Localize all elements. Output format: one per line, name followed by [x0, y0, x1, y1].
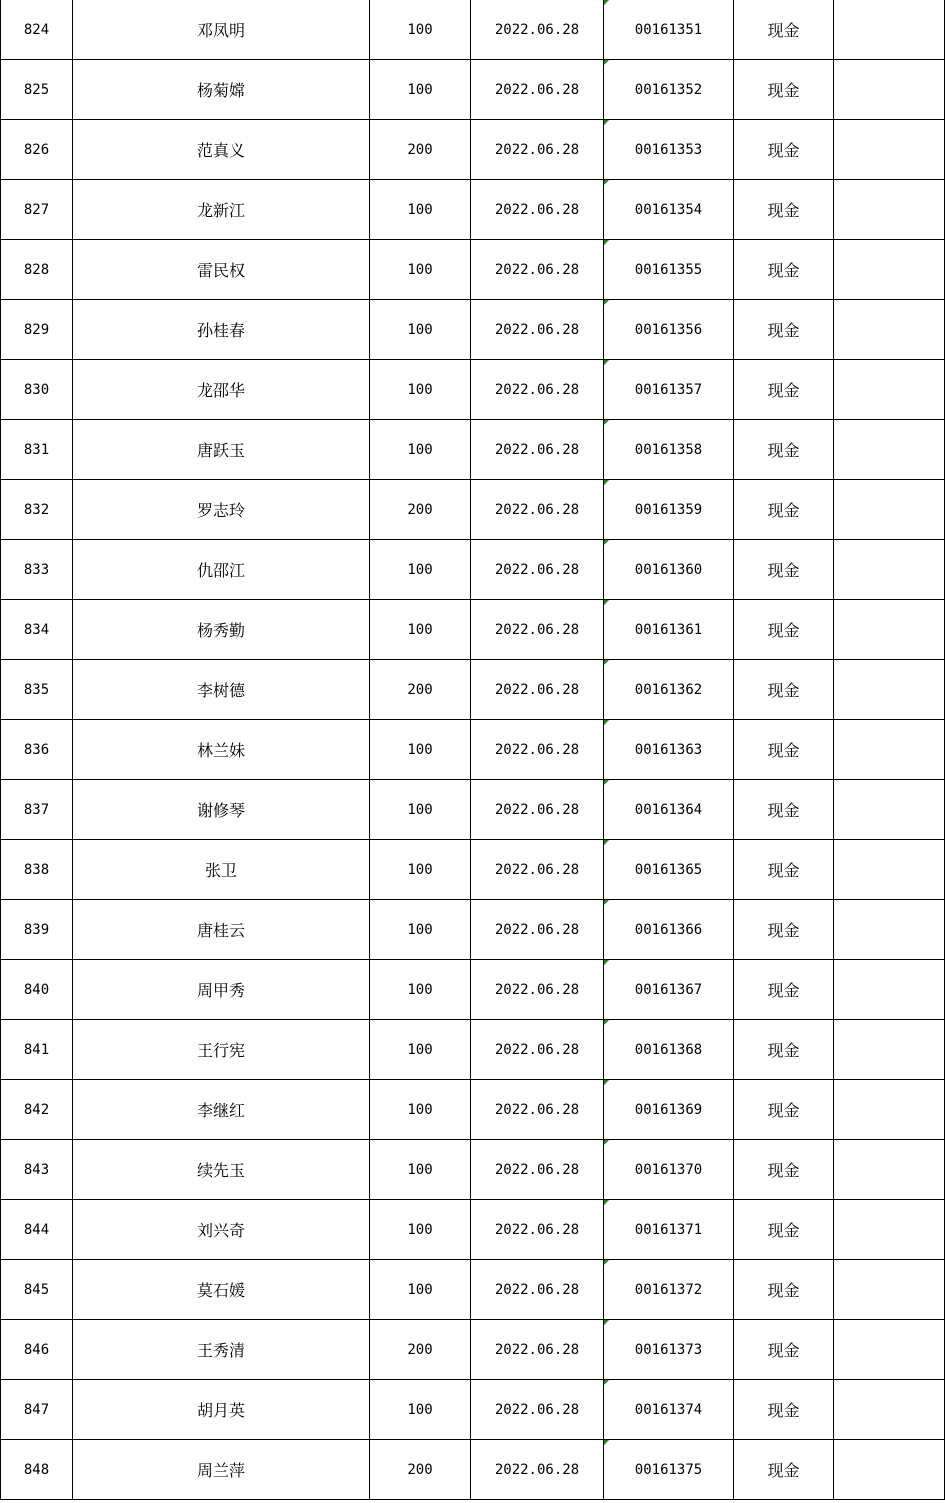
payment-method-cell[interactable]: 现金	[734, 600, 834, 660]
table-row	[1, 0, 945, 60]
receipt-number-text: 00161363	[634, 741, 703, 758]
name-cell[interactable]: 王行宪	[73, 1020, 370, 1080]
name-cell[interactable]: 唐跃玉	[73, 420, 370, 480]
payment-method-cell[interactable]: 现金	[734, 660, 834, 720]
name-cell[interactable]: 杨秀勤	[73, 600, 370, 660]
row-number-cell[interactable]: 847	[1, 1380, 73, 1440]
payment-method-cell[interactable]: 现金	[734, 480, 834, 540]
table-row	[1, 360, 945, 420]
note-cell[interactable]	[834, 240, 945, 300]
note-cell[interactable]	[834, 600, 945, 660]
receipt-number-cell[interactable]	[604, 1440, 734, 1500]
date-cell[interactable]: 2022.06.28	[471, 900, 604, 960]
receipt-number-cell[interactable]	[604, 900, 734, 960]
receipt-number-text: 00161356	[634, 321, 703, 338]
table-row	[1, 300, 945, 360]
note-cell[interactable]	[834, 1200, 945, 1260]
receipt-number-text: 00161368	[634, 1041, 703, 1058]
payment-method-cell[interactable]: 现金	[734, 1260, 834, 1320]
table-row	[1, 1260, 945, 1320]
amount-cell[interactable]: 100	[370, 360, 471, 420]
date-cell[interactable]: 2022.06.28	[471, 180, 604, 240]
amount-cell[interactable]: 200	[370, 480, 471, 540]
date-cell[interactable]: 2022.06.28	[471, 60, 604, 120]
date-cell[interactable]: 2022.06.28	[471, 1140, 604, 1200]
date-cell[interactable]: 2022.06.28	[471, 660, 604, 720]
receipt-number-text: 00161365	[634, 861, 703, 878]
amount-cell[interactable]: 200	[370, 120, 471, 180]
name-cell[interactable]: 张卫	[73, 840, 370, 900]
receipt-number-text: 00161366	[634, 921, 703, 938]
note-cell[interactable]	[834, 960, 945, 1020]
amount-cell[interactable]: 100	[370, 780, 471, 840]
row-number-cell[interactable]: 848	[1, 1440, 73, 1500]
amount-cell[interactable]: 100	[370, 900, 471, 960]
text-format-indicator-icon	[604, 960, 609, 965]
row-number-cell[interactable]: 826	[1, 120, 73, 180]
receipt-number-cell[interactable]	[604, 1080, 734, 1140]
row-number-cell[interactable]: 842	[1, 1080, 73, 1140]
row-number-cell[interactable]: 825	[1, 60, 73, 120]
receipt-number-text: 00161375	[634, 1461, 703, 1478]
receipt-number-text: 00161353	[634, 141, 703, 158]
receipt-number-cell[interactable]	[604, 1140, 734, 1200]
note-cell[interactable]	[834, 120, 945, 180]
date-cell[interactable]: 2022.06.28	[471, 540, 604, 600]
name-cell[interactable]: 罗志玲	[73, 480, 370, 540]
date-cell[interactable]: 2022.06.28	[471, 1020, 604, 1080]
name-cell[interactable]: 李继红	[73, 1080, 370, 1140]
receipt-number-cell[interactable]	[604, 540, 734, 600]
payment-method-cell[interactable]: 现金	[734, 420, 834, 480]
note-cell[interactable]	[834, 0, 945, 60]
date-cell[interactable]: 2022.06.28	[471, 120, 604, 180]
name-cell[interactable]: 李树德	[73, 660, 370, 720]
name-cell[interactable]: 龙邵华	[73, 360, 370, 420]
receipt-number-cell[interactable]	[604, 300, 734, 360]
receipt-number-cell[interactable]	[604, 1200, 734, 1260]
payment-method-cell[interactable]: 现金	[734, 240, 834, 300]
receipt-number-cell[interactable]	[604, 360, 734, 420]
date-cell[interactable]: 2022.06.28	[471, 360, 604, 420]
table-row	[1, 1200, 945, 1260]
row-number-cell[interactable]: 834	[1, 600, 73, 660]
text-format-indicator-icon	[604, 720, 609, 725]
table-row	[1, 900, 945, 960]
receipt-number-cell[interactable]	[604, 660, 734, 720]
row-number-cell[interactable]: 828	[1, 240, 73, 300]
date-cell[interactable]: 2022.06.28	[471, 480, 604, 540]
name-cell[interactable]: 林兰妹	[73, 720, 370, 780]
note-cell[interactable]	[834, 60, 945, 120]
text-format-indicator-icon	[604, 360, 609, 365]
payment-method-cell[interactable]: 现金	[734, 840, 834, 900]
text-format-indicator-icon	[604, 660, 609, 665]
payment-method-cell[interactable]: 现金	[734, 60, 834, 120]
table-row	[1, 1320, 945, 1380]
text-format-indicator-icon	[604, 1140, 609, 1145]
text-format-indicator-icon	[604, 540, 609, 545]
row-number-cell[interactable]: 824	[1, 0, 73, 60]
amount-cell[interactable]: 100	[370, 0, 471, 60]
payment-method-cell[interactable]: 现金	[734, 1380, 834, 1440]
text-format-indicator-icon	[604, 1440, 609, 1445]
receipt-number-cell[interactable]	[604, 1020, 734, 1080]
row-number-cell[interactable]: 841	[1, 1020, 73, 1080]
receipt-number-cell[interactable]	[604, 780, 734, 840]
table-row	[1, 600, 945, 660]
note-cell[interactable]	[834, 540, 945, 600]
row-number-cell[interactable]: 833	[1, 540, 73, 600]
text-format-indicator-icon	[604, 180, 609, 185]
name-cell[interactable]: 刘兴奇	[73, 1200, 370, 1260]
amount-cell[interactable]: 100	[370, 540, 471, 600]
date-cell[interactable]: 2022.06.28	[471, 1380, 604, 1440]
name-cell[interactable]: 雷民权	[73, 240, 370, 300]
name-cell[interactable]: 仇邵江	[73, 540, 370, 600]
payment-method-cell[interactable]: 现金	[734, 1020, 834, 1080]
table-row	[1, 1140, 945, 1200]
amount-cell[interactable]: 100	[370, 240, 471, 300]
note-cell[interactable]	[834, 1380, 945, 1440]
name-cell[interactable]: 谢修琴	[73, 780, 370, 840]
note-cell[interactable]	[834, 420, 945, 480]
text-format-indicator-icon	[604, 480, 609, 485]
note-cell[interactable]	[834, 1320, 945, 1380]
table-row	[1, 660, 945, 720]
row-number-cell[interactable]: 835	[1, 660, 73, 720]
amount-cell[interactable]: 100	[370, 1380, 471, 1440]
note-cell[interactable]	[834, 840, 945, 900]
text-format-indicator-icon	[604, 1260, 609, 1265]
receipt-number-cell[interactable]	[604, 1320, 734, 1380]
payment-method-cell[interactable]: 现金	[734, 360, 834, 420]
receipt-number-text: 00161355	[634, 261, 703, 278]
receipt-number-text: 00161361	[634, 621, 703, 638]
amount-cell[interactable]: 200	[370, 660, 471, 720]
name-cell[interactable]: 莫石媛	[73, 1260, 370, 1320]
receipt-number-text: 00161372	[634, 1281, 703, 1298]
text-format-indicator-icon	[604, 1200, 609, 1205]
row-number-cell[interactable]: 845	[1, 1260, 73, 1320]
text-format-indicator-icon	[604, 840, 609, 845]
note-cell[interactable]	[834, 660, 945, 720]
note-cell[interactable]	[834, 1020, 945, 1080]
row-number-cell[interactable]: 838	[1, 840, 73, 900]
name-cell[interactable]: 孙桂春	[73, 300, 370, 360]
name-cell[interactable]: 唐桂云	[73, 900, 370, 960]
amount-cell[interactable]: 100	[370, 1140, 471, 1200]
receipt-number-text: 00161371	[634, 1221, 703, 1238]
amount-cell[interactable]: 100	[370, 420, 471, 480]
amount-cell[interactable]: 200	[370, 1440, 471, 1500]
text-format-indicator-icon	[604, 900, 609, 905]
payment-method-cell[interactable]: 现金	[734, 1320, 834, 1380]
receipt-number-text: 00161367	[634, 981, 703, 998]
amount-cell[interactable]: 200	[370, 1320, 471, 1380]
row-number-cell[interactable]: 836	[1, 720, 73, 780]
text-format-indicator-icon	[604, 300, 609, 305]
row-number-cell[interactable]: 844	[1, 1200, 73, 1260]
row-number-cell[interactable]: 827	[1, 180, 73, 240]
amount-cell[interactable]: 100	[370, 1020, 471, 1080]
row-number-cell[interactable]: 840	[1, 960, 73, 1020]
date-cell[interactable]: 2022.06.28	[471, 960, 604, 1020]
date-cell[interactable]: 2022.06.28	[471, 420, 604, 480]
receipt-number-text: 00161351	[634, 21, 703, 38]
table-row	[1, 60, 945, 120]
text-format-indicator-icon	[604, 600, 609, 605]
table-row	[1, 540, 945, 600]
table-row	[1, 720, 945, 780]
receipt-number-text: 00161374	[634, 1401, 703, 1418]
receipt-number-text: 00161357	[634, 381, 703, 398]
date-cell[interactable]: 2022.06.28	[471, 0, 604, 60]
note-cell[interactable]	[834, 1260, 945, 1320]
amount-cell[interactable]: 100	[370, 720, 471, 780]
name-cell[interactable]: 周甲秀	[73, 960, 370, 1020]
payment-method-cell[interactable]: 现金	[734, 1080, 834, 1140]
table-row	[1, 420, 945, 480]
date-cell[interactable]: 2022.06.28	[471, 1200, 604, 1260]
payment-method-cell[interactable]: 现金	[734, 900, 834, 960]
table-row	[1, 780, 945, 840]
note-cell[interactable]	[834, 780, 945, 840]
table-row	[1, 1440, 945, 1500]
table-row	[1, 1020, 945, 1080]
table-body	[1, 0, 945, 1500]
payment-method-cell[interactable]: 现金	[734, 1140, 834, 1200]
receipt-number-cell[interactable]	[604, 120, 734, 180]
receipt-number-cell[interactable]	[604, 960, 734, 1020]
row-number-cell[interactable]: 829	[1, 300, 73, 360]
payment-method-cell[interactable]: 现金	[734, 720, 834, 780]
payment-method-cell[interactable]: 现金	[734, 0, 834, 60]
amount-cell[interactable]: 100	[370, 840, 471, 900]
row-number-cell[interactable]: 831	[1, 420, 73, 480]
note-cell[interactable]	[834, 900, 945, 960]
receipt-number-text: 00161358	[634, 441, 703, 458]
table-row	[1, 240, 945, 300]
payment-method-cell[interactable]: 现金	[734, 540, 834, 600]
payment-method-cell[interactable]: 现金	[734, 1200, 834, 1260]
receipt-number-cell[interactable]	[604, 1260, 734, 1320]
note-cell[interactable]	[834, 1080, 945, 1140]
receipt-number-cell[interactable]	[604, 600, 734, 660]
receipt-number-text: 00161373	[634, 1341, 703, 1358]
date-cell[interactable]: 2022.06.28	[471, 240, 604, 300]
row-number-cell[interactable]: 832	[1, 480, 73, 540]
amount-cell[interactable]: 100	[370, 60, 471, 120]
receipt-number-cell[interactable]	[604, 0, 734, 60]
payment-method-cell[interactable]: 现金	[734, 780, 834, 840]
receipt-number-text: 00161364	[634, 801, 703, 818]
payment-method-cell[interactable]: 现金	[734, 300, 834, 360]
name-cell[interactable]: 续先玉	[73, 1140, 370, 1200]
text-format-indicator-icon	[604, 60, 609, 65]
payment-method-cell[interactable]: 现金	[734, 1440, 834, 1500]
receipt-number-text: 00161362	[634, 681, 703, 698]
payment-method-cell[interactable]: 现金	[734, 960, 834, 1020]
row-number-cell[interactable]: 830	[1, 360, 73, 420]
table-row	[1, 1380, 945, 1440]
payment-method-cell[interactable]: 现金	[734, 120, 834, 180]
text-format-indicator-icon	[604, 1080, 609, 1085]
row-number-cell[interactable]: 843	[1, 1140, 73, 1200]
name-cell[interactable]: 龙新江	[73, 180, 370, 240]
text-format-indicator-icon	[604, 0, 609, 5]
receipt-number-cell[interactable]	[604, 240, 734, 300]
receipt-number-cell[interactable]	[604, 60, 734, 120]
date-cell[interactable]: 2022.06.28	[471, 720, 604, 780]
date-cell[interactable]: 2022.06.28	[471, 1320, 604, 1380]
amount-cell[interactable]: 100	[370, 1200, 471, 1260]
note-cell[interactable]	[834, 720, 945, 780]
date-cell[interactable]: 2022.06.28	[471, 1260, 604, 1320]
receipt-number-cell[interactable]	[604, 1380, 734, 1440]
table-row	[1, 840, 945, 900]
date-cell[interactable]: 2022.06.28	[471, 600, 604, 660]
name-cell[interactable]: 胡月英	[73, 1380, 370, 1440]
text-format-indicator-icon	[604, 420, 609, 425]
row-number-cell[interactable]: 837	[1, 780, 73, 840]
name-cell[interactable]: 王秀清	[73, 1320, 370, 1380]
text-format-indicator-icon	[604, 1320, 609, 1325]
note-cell[interactable]	[834, 180, 945, 240]
note-cell[interactable]	[834, 1440, 945, 1500]
receipt-number-cell[interactable]	[604, 180, 734, 240]
table-row	[1, 1080, 945, 1140]
note-cell[interactable]	[834, 480, 945, 540]
name-cell[interactable]: 邓凤明	[73, 0, 370, 60]
table-row	[1, 480, 945, 540]
date-cell[interactable]: 2022.06.28	[471, 1080, 604, 1140]
table-row	[1, 960, 945, 1020]
receipt-number-text: 00161370	[634, 1161, 703, 1178]
text-format-indicator-icon	[604, 1020, 609, 1025]
name-cell[interactable]: 范真义	[73, 120, 370, 180]
note-cell[interactable]	[834, 1140, 945, 1200]
name-cell[interactable]: 周兰萍	[73, 1440, 370, 1500]
receipt-number-text: 00161352	[634, 81, 703, 98]
date-cell[interactable]: 2022.06.28	[471, 1440, 604, 1500]
row-number-cell[interactable]: 846	[1, 1320, 73, 1380]
amount-cell[interactable]: 100	[370, 600, 471, 660]
note-cell[interactable]	[834, 300, 945, 360]
text-format-indicator-icon	[604, 240, 609, 245]
receipt-number-text: 00161359	[634, 501, 703, 518]
amount-cell[interactable]: 100	[370, 300, 471, 360]
note-cell[interactable]	[834, 360, 945, 420]
text-format-indicator-icon	[604, 1380, 609, 1385]
amount-cell[interactable]: 100	[370, 1260, 471, 1320]
receipt-number-cell[interactable]	[604, 480, 734, 540]
receipt-number-cell[interactable]	[604, 840, 734, 900]
table-row	[1, 120, 945, 180]
name-cell[interactable]: 杨菊嫦	[73, 60, 370, 120]
text-format-indicator-icon	[604, 120, 609, 125]
table-row	[1, 180, 945, 240]
date-cell[interactable]: 2022.06.28	[471, 300, 604, 360]
date-cell[interactable]: 2022.06.28	[471, 780, 604, 840]
receipt-number-text: 00161354	[634, 201, 703, 218]
receipt-number-text: 00161360	[634, 561, 703, 578]
amount-cell[interactable]: 100	[370, 960, 471, 1020]
amount-cell[interactable]: 100	[370, 1080, 471, 1140]
receipt-number-cell[interactable]	[604, 420, 734, 480]
amount-cell[interactable]: 100	[370, 180, 471, 240]
receipt-number-text: 00161369	[634, 1101, 703, 1118]
date-cell[interactable]: 2022.06.28	[471, 840, 604, 900]
row-number-cell[interactable]: 839	[1, 900, 73, 960]
receipt-number-cell[interactable]	[604, 720, 734, 780]
payment-method-cell[interactable]: 现金	[734, 180, 834, 240]
text-format-indicator-icon	[604, 780, 609, 785]
